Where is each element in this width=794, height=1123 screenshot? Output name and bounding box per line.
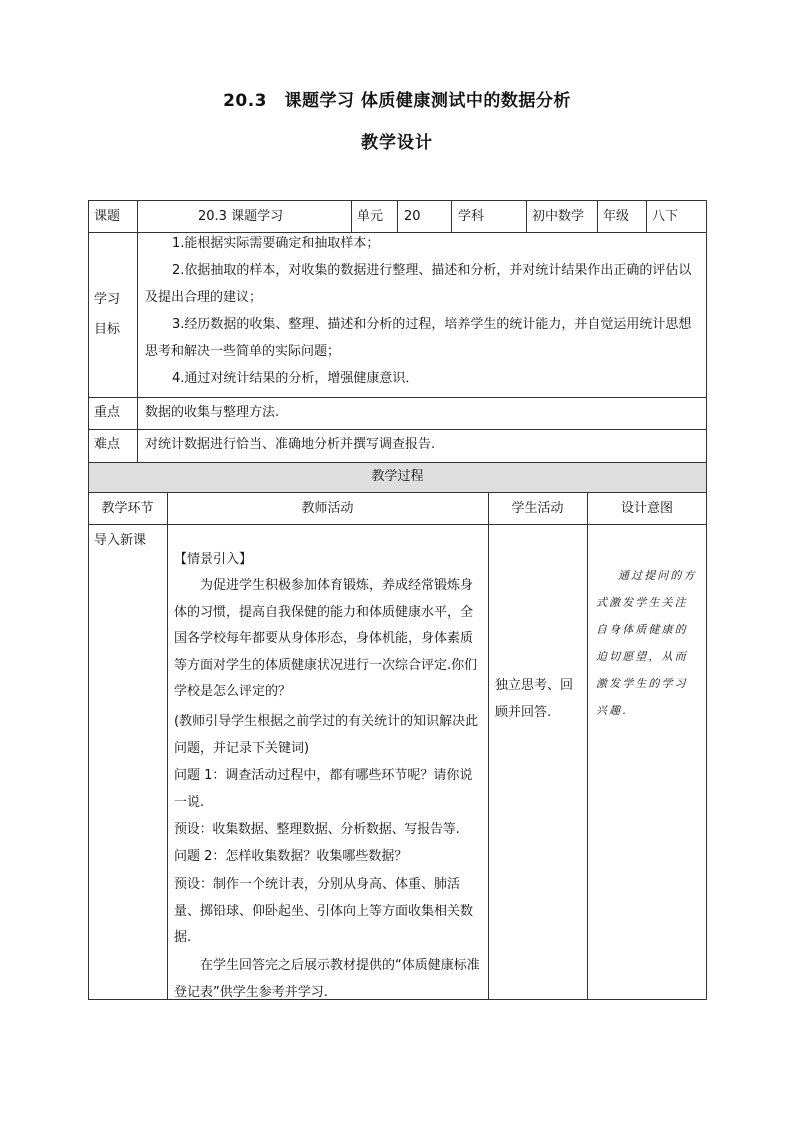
objective-item: 3.经历数据的收集、整理、描述和分析的过程，培养学生的统计能力，并自觉运用统计思想思考和解决一些简单的实际问题； bbox=[145, 317, 692, 359]
teacher-heading: 【情景引入】 bbox=[174, 552, 253, 567]
unit-label: 单元 bbox=[357, 209, 384, 224]
document-subtitle: 教学设计 bbox=[361, 133, 433, 153]
key-point-value: 数据的收集与整理方法. bbox=[145, 405, 280, 420]
stage-cell: 导入新课 bbox=[94, 533, 147, 548]
row-divider bbox=[88, 397, 707, 398]
column-header-teacher: 教师活动 bbox=[301, 501, 354, 516]
question-2: 问题 2：怎样收集数据？收集哪些数据？ bbox=[174, 849, 408, 864]
answer-1: 预设：收集数据、整理数据、分析数据、写报告等. bbox=[174, 822, 460, 837]
subject-label: 学科 bbox=[458, 209, 485, 224]
key-point-label: 重点 bbox=[94, 405, 121, 420]
objectives-label-line1: 学习 bbox=[94, 292, 121, 307]
answer-2: 预设：制作一个统计表，分别从身高、体重、肺活量、掷铅球、仰卧起坐、引体向上等方面收集相关数据. bbox=[174, 877, 474, 945]
process-header: 教学过程 bbox=[371, 469, 424, 484]
column-divider bbox=[488, 492, 489, 1000]
row-divider bbox=[88, 524, 707, 525]
column-divider bbox=[526, 200, 527, 232]
course-value: 20.3 课题学习 bbox=[198, 209, 284, 224]
course-label: 课题 bbox=[94, 209, 121, 224]
grade-label: 年级 bbox=[603, 209, 630, 224]
column-header-student: 学生活动 bbox=[511, 501, 564, 516]
column-divider bbox=[587, 492, 588, 1000]
objective-item: 1.能根据实际需要确定和抽取样本； bbox=[172, 236, 380, 251]
difficulty-value: 对统计数据进行恰当、准确地分析并撰写调查报告. bbox=[145, 437, 436, 452]
subject-value: 初中数学 bbox=[532, 209, 585, 224]
column-header-intent: 设计意图 bbox=[620, 501, 673, 516]
column-divider bbox=[167, 492, 168, 1000]
column-divider bbox=[351, 200, 352, 232]
design-intent: 通过提问的方式激发学生关注自身体质健康的迫切愿望，从而激发学生的学习兴趣. bbox=[596, 569, 697, 717]
teacher-closing: 在学生回答完之后展示教材提供的“体质健康标准登记表”供学生参考并学习. bbox=[174, 958, 480, 1000]
objectives-label-line2: 目标 bbox=[94, 322, 121, 337]
column-divider bbox=[597, 200, 598, 232]
student-activity: 独立思考、回顾并回答. bbox=[495, 678, 574, 720]
unit-value: 20 bbox=[404, 209, 421, 224]
objective-item: 4.通过对统计结果的分析，增强健康意识． bbox=[172, 371, 419, 386]
teacher-note: (教师引导学生根据之前学过的有关统计的知识解决此问题，并记录下关键词) bbox=[174, 714, 479, 756]
grade-value: 八下 bbox=[652, 209, 679, 224]
document-title: 20.3 课题学习 体质健康测试中的数据分析 bbox=[223, 91, 571, 111]
column-divider bbox=[137, 200, 138, 463]
column-header-stage: 教学环节 bbox=[101, 501, 154, 516]
column-divider bbox=[646, 200, 647, 232]
question-1: 问题 1：调查活动过程中，都有哪些环节呢？请你说一说. bbox=[174, 768, 473, 810]
objective-item: 2.依据抽取的样本，对收集的数据进行整理、描述和分析，并对统计结果作出正确的评估以及提出合理的建议； bbox=[145, 263, 692, 305]
teacher-paragraph: 为促进学生积极参加体育锻炼，养成经常锻炼身体的习惯，提高自我保健的能力和体质健康水平，全国各学校每年都要从身体形态，身体机能，身体素质等方面对学生的体质健康状况进行一次综合评定.你们学校是怎么评定的？ bbox=[174, 578, 478, 699]
difficulty-label: 难点 bbox=[94, 437, 121, 452]
column-divider bbox=[397, 200, 398, 232]
column-divider bbox=[451, 200, 452, 232]
row-divider bbox=[88, 429, 707, 430]
